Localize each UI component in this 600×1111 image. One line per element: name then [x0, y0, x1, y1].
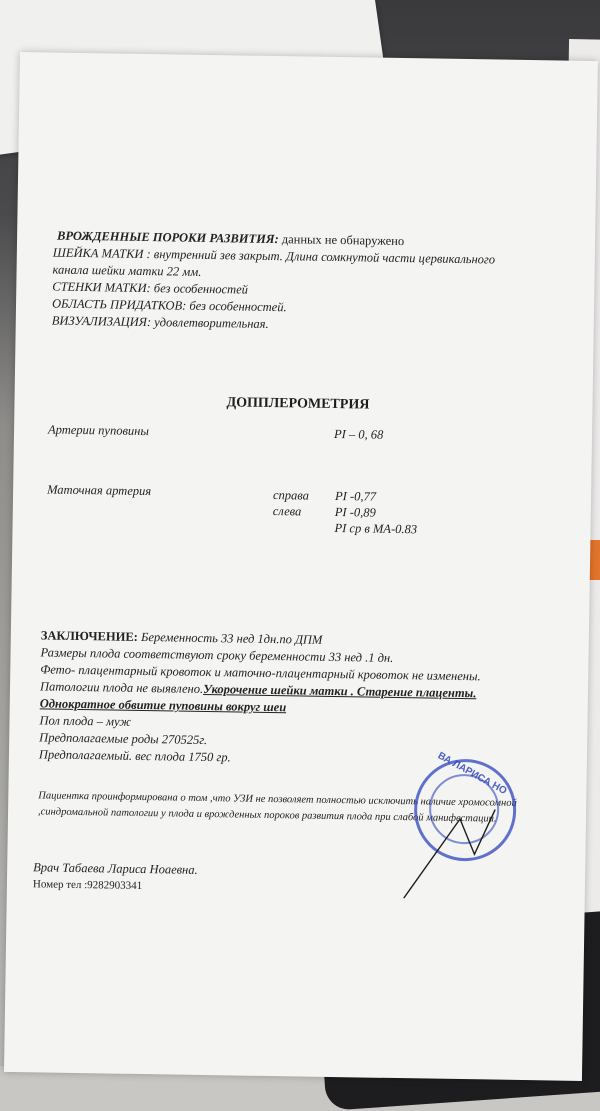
conclusion-line-8: Предполагаемый. вес плода 1750 гр.: [38, 747, 231, 765]
ultrasound-report-sheet: [4, 52, 598, 1081]
conclusion-line-7: Предполагаемые роды 270525г.: [39, 730, 208, 748]
cervix-label: ШЕЙКА МАТКИ :: [52, 245, 151, 262]
visualization-row: [52, 314, 269, 332]
signature-icon: [399, 798, 511, 910]
conclusion-line-6: Пол плода – муж: [39, 713, 132, 729]
appendages-value: без особенностей.: [189, 298, 287, 315]
visualization-value: удовлетворительная.: [154, 315, 269, 331]
conclusion-line-4-bold: Укорочение шейки матки . Старение плаценты.: [203, 681, 477, 701]
uterine-artery-label: Маточная артерия: [47, 482, 152, 499]
doctor-phone: Номер тел :9282903341: [32, 878, 143, 893]
walls-value: без особенностей: [153, 281, 249, 297]
umbilical-artery-value: PI – 0, 68: [333, 426, 384, 442]
conclusion-line-5: Однократное обвитие пуповины вокруг шеи: [39, 696, 287, 715]
disclaimer-line-2: ,синдромальной патологии у плода и врожденных пороков развития плода при слабой манифестации.: [37, 806, 497, 825]
appendages-label: ОБЛАСТЬ ПРИДАТКОВ:: [51, 296, 187, 313]
walls-label: СТЕНКИ МАТКИ:: [52, 279, 151, 296]
visualization-label: ВИЗУАЛИЗАЦИЯ:: [51, 313, 152, 330]
conclusion-line-2: Размеры плода соответствуют сроку беременности 33 нед .1 дн.: [40, 645, 394, 665]
conclusion-label: ЗАКЛЮЧЕНИЕ:: [40, 628, 138, 644]
right-side-value: PI -0,77: [334, 489, 377, 504]
mean-pi-value: PI ср в МА-0.83: [334, 521, 418, 537]
walls-row: [52, 280, 248, 298]
conclusion-line-4-plain: Патологии плода не выявлено.: [39, 679, 204, 696]
left-side-label: слева: [272, 504, 302, 519]
malformations-label: ВРОЖДЕННЫЕ ПОРОКИ РАЗВИТИЯ:: [57, 228, 279, 247]
umbilical-artery-label: Артерии пуповины: [47, 422, 149, 439]
right-side-label: справа: [272, 488, 310, 503]
doctor-name: Врач Табаева Лариса Ноаевна.: [33, 860, 198, 877]
cervix-value-1: внутренний зев закрыт. Длина сомкнутой части цервикального: [153, 247, 496, 267]
stamp-text: ВА ЛАРИСА НО: [435, 750, 509, 798]
conclusion-line-3: Фето- плацентарный кровоток и маточно-плацентарный кровоток не изменены.: [40, 662, 481, 684]
disclaimer-line-1: Пациентка проинформирована о том ,что УЗИ не позволяет полностью исключить наличие хромосомной: [38, 790, 517, 809]
conclusion-line-1: Беременность 33 нед 1дн.по ДПМ: [140, 629, 323, 647]
doppler-title: ДОППЛЕРОМЕТРИЯ: [226, 395, 370, 413]
conclusion-row: [41, 628, 323, 647]
left-side-value: PI -0,89: [334, 505, 376, 520]
appendages-row: [52, 297, 287, 316]
malformations-value: данных не обнаружено: [281, 232, 405, 249]
cervix-value-2: канала шейки матки 22 мм.: [52, 262, 202, 279]
